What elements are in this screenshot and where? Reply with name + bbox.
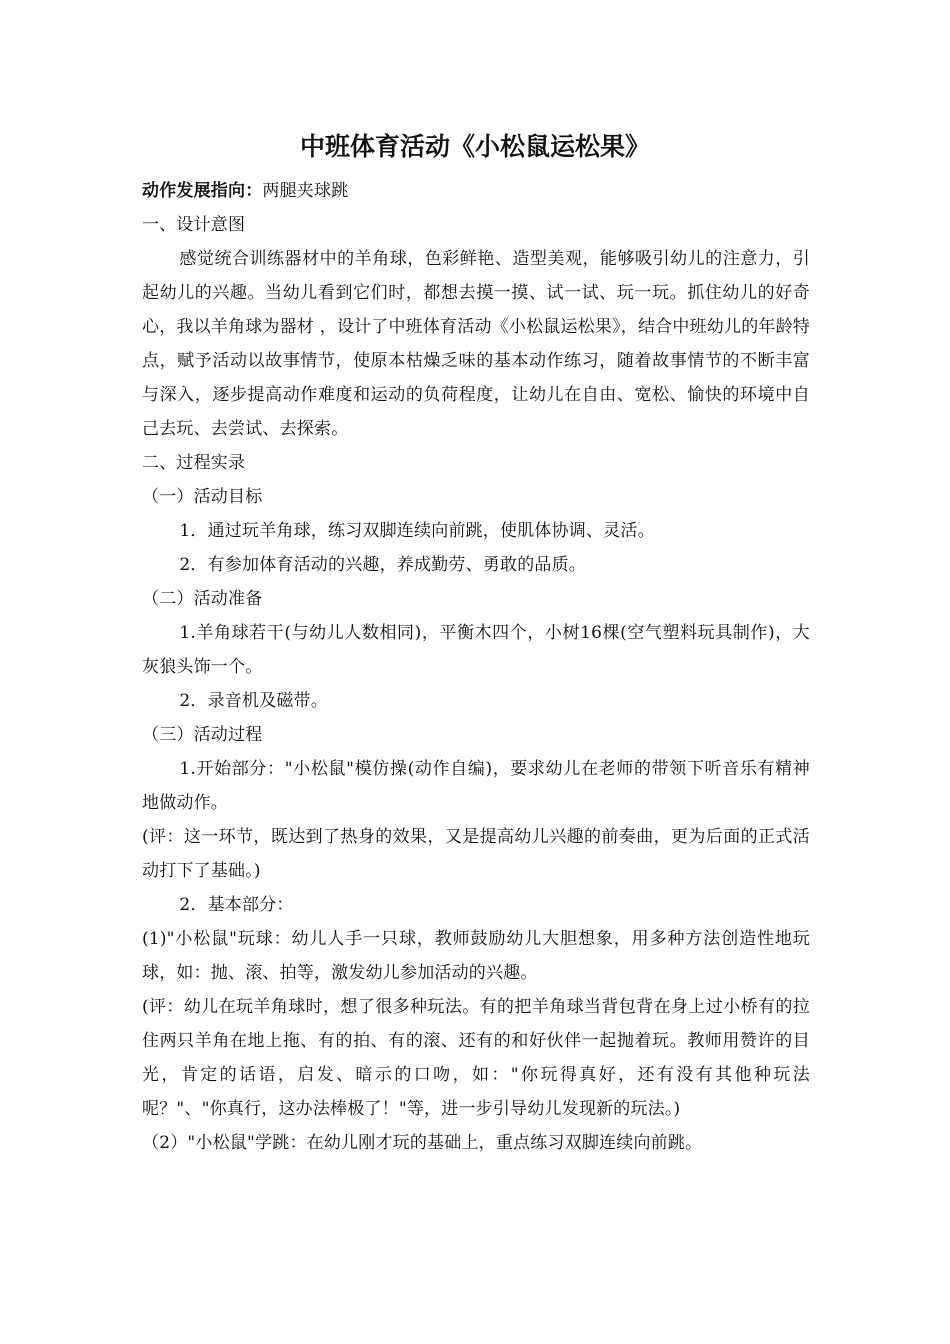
activity-item-2: （2）"小松鼠"学跳：在幼儿刚才玩的基础上，重点练习双脚连续向前跳。 — [142, 1133, 703, 1153]
guide-label: 动作发展指向： — [142, 181, 263, 201]
comment-1: (评：这一环节，既达到了热身的效果，又是提高幼儿兴趣的前奏曲，更为后面的正式活动打下了基础。) — [142, 827, 810, 881]
prep-item-1: 1.羊角球若干(与幼儿人数相同)，平衡木四个，小树16棵(空气塑料玩具制作)，大灰狼头饰一个。 — [142, 623, 810, 677]
comment-2: (评：幼儿在玩羊角球时，想了很多种玩法。有的把羊角球当背包背在身上过小桥有的拉住两只羊角在地上拖、有的拍、有的滚、还有的和好伙伴一起抛着玩。教师用赞许的目光，肯定的话语，启发、暗示的口吻，如："你玩得真好，还有没有其他种玩法呢？"、"你真行，这办法棒极了！"等，进一步引导幼儿发现新的玩法。) — [142, 997, 810, 1119]
subheading-process: （三）活动过程 — [142, 725, 263, 745]
process-item-1: 1.开始部分："小松鼠"模仿操(动作自编)，要求幼儿在老师的带领下听音乐有精神地做动作。 — [142, 759, 810, 813]
activity-item-1: (1)"小松鼠"玩球：幼儿人手一只球，教师鼓励幼儿大胆想象，用多种方法创造性地玩球，如：抛、滚、拍等，激发幼儿参加活动的兴趣。 — [142, 929, 810, 983]
subheading-preparation: （二）活动准备 — [142, 589, 263, 609]
guide-line — [142, 174, 810, 208]
process-item-2: 2．基本部分： — [179, 895, 294, 915]
section-heading-design: 一、设计意图 — [142, 215, 246, 235]
goal-item-2: 2．有参加体育活动的兴趣，养成勤劳、勇敢的品质。 — [179, 555, 587, 575]
prep-item-2: 2．录音机及磁带。 — [179, 691, 329, 711]
design-paragraph: 感觉统合训练器材中的羊角球，色彩鲜艳、造型美观，能够吸引幼儿的注意力，引起幼儿的兴趣。当幼儿看到它们时，都想去摸一摸、试一试、玩一玩。抓住幼儿的好奇心，我以羊角球为器材 ，设计了中班体育活动《小松鼠运松果》，结合中班幼儿的年龄特点，赋予活动以故事情节，使原本枯燥乏味的基本动作练习，随着故事情节的不断丰富与深入，逐步提高动作难度和运动的负荷程度，让幼儿在自由、宽松、愉快的环境中自己去玩、去尝试、去探索。 — [142, 249, 810, 439]
document-body — [142, 174, 810, 1160]
subheading-goals: （一）活动目标 — [142, 487, 263, 507]
guide-value: 两腿夹球跳 — [262, 181, 349, 201]
document-title: 中班体育活动《小松鼠运松果》 — [299, 132, 650, 161]
goal-item-1: 1．通过玩羊角球，练习双脚连续向前跳，使肌体协调、灵活。 — [179, 521, 655, 541]
section-heading-process: 二、过程实录 — [142, 453, 246, 473]
